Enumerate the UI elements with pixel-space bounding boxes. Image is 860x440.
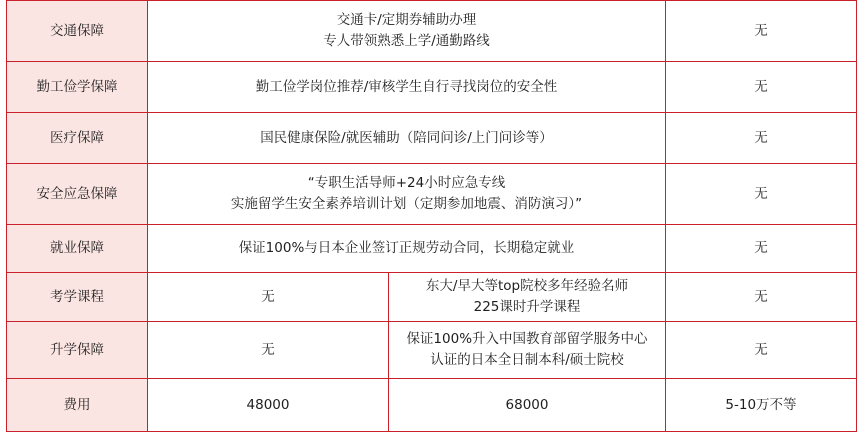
row-content bbox=[148, 62, 666, 113]
row-label: 考学课程 bbox=[7, 273, 148, 322]
content-line: “专职生活导师+24小时应急专线 bbox=[307, 175, 506, 191]
content-line: 认证的日本全日制本科/硕士院校 bbox=[430, 352, 624, 368]
table-row bbox=[7, 164, 857, 225]
row-content bbox=[148, 1, 666, 62]
other-value: 无 bbox=[666, 225, 857, 273]
row-label: 勤工俭学保障 bbox=[7, 62, 148, 113]
content-line: 保证100%升入中国教育部留学服务中心 bbox=[406, 331, 648, 347]
content-line: 专人带领熟悉上学/通勤路线 bbox=[323, 33, 490, 49]
row-label: 费用 bbox=[7, 379, 148, 432]
table-row bbox=[7, 273, 857, 322]
other-value: 无 bbox=[666, 273, 857, 322]
content-line: 勤工俭学岗位推荐/审核学生自行寻找岗位的安全性 bbox=[255, 78, 558, 95]
table-row bbox=[7, 1, 857, 62]
other-value: 无 bbox=[666, 1, 857, 62]
row-label: 升学保障 bbox=[7, 322, 148, 379]
col2-value: 68000 bbox=[389, 379, 666, 432]
row-content bbox=[148, 225, 666, 273]
other-value: 无 bbox=[666, 322, 857, 379]
content-line: 保证100%与日本企业签订正规劳动合同，长期稳定就业 bbox=[238, 240, 575, 256]
table-row bbox=[7, 225, 857, 273]
col2-value bbox=[389, 273, 666, 322]
table-row bbox=[7, 62, 857, 113]
table-row bbox=[7, 379, 857, 432]
table-row bbox=[7, 322, 857, 379]
content-line: 国民健康保险/就医辅助（陪同问诊/上门问诊等） bbox=[260, 129, 553, 146]
row-label: 医疗保障 bbox=[7, 113, 148, 164]
content-line: 交通卡/定期券辅助办理 bbox=[336, 12, 477, 28]
other-value: 5-10万不等 bbox=[666, 379, 857, 432]
other-value: 无 bbox=[666, 62, 857, 113]
content-line: 225课时升学课程 bbox=[473, 299, 581, 315]
content-line: 实施留学生安全素养培训计划（定期参加地震、消防演习）” bbox=[230, 196, 583, 212]
other-value: 无 bbox=[666, 164, 857, 225]
table-row bbox=[7, 113, 857, 164]
service-comparison-table bbox=[6, 0, 857, 432]
col2-value bbox=[389, 322, 666, 379]
row-content bbox=[148, 164, 666, 225]
col1-value: 无 bbox=[148, 322, 389, 379]
row-content bbox=[148, 113, 666, 164]
col1-value: 48000 bbox=[148, 379, 389, 432]
row-label: 就业保障 bbox=[7, 225, 148, 273]
other-value: 无 bbox=[666, 113, 857, 164]
content-line: 东大/早大等top院校多年经验名师 bbox=[425, 278, 629, 294]
row-label: 安全应急保障 bbox=[7, 164, 148, 225]
col1-value: 无 bbox=[148, 273, 389, 322]
row-label: 交通保障 bbox=[7, 1, 148, 62]
